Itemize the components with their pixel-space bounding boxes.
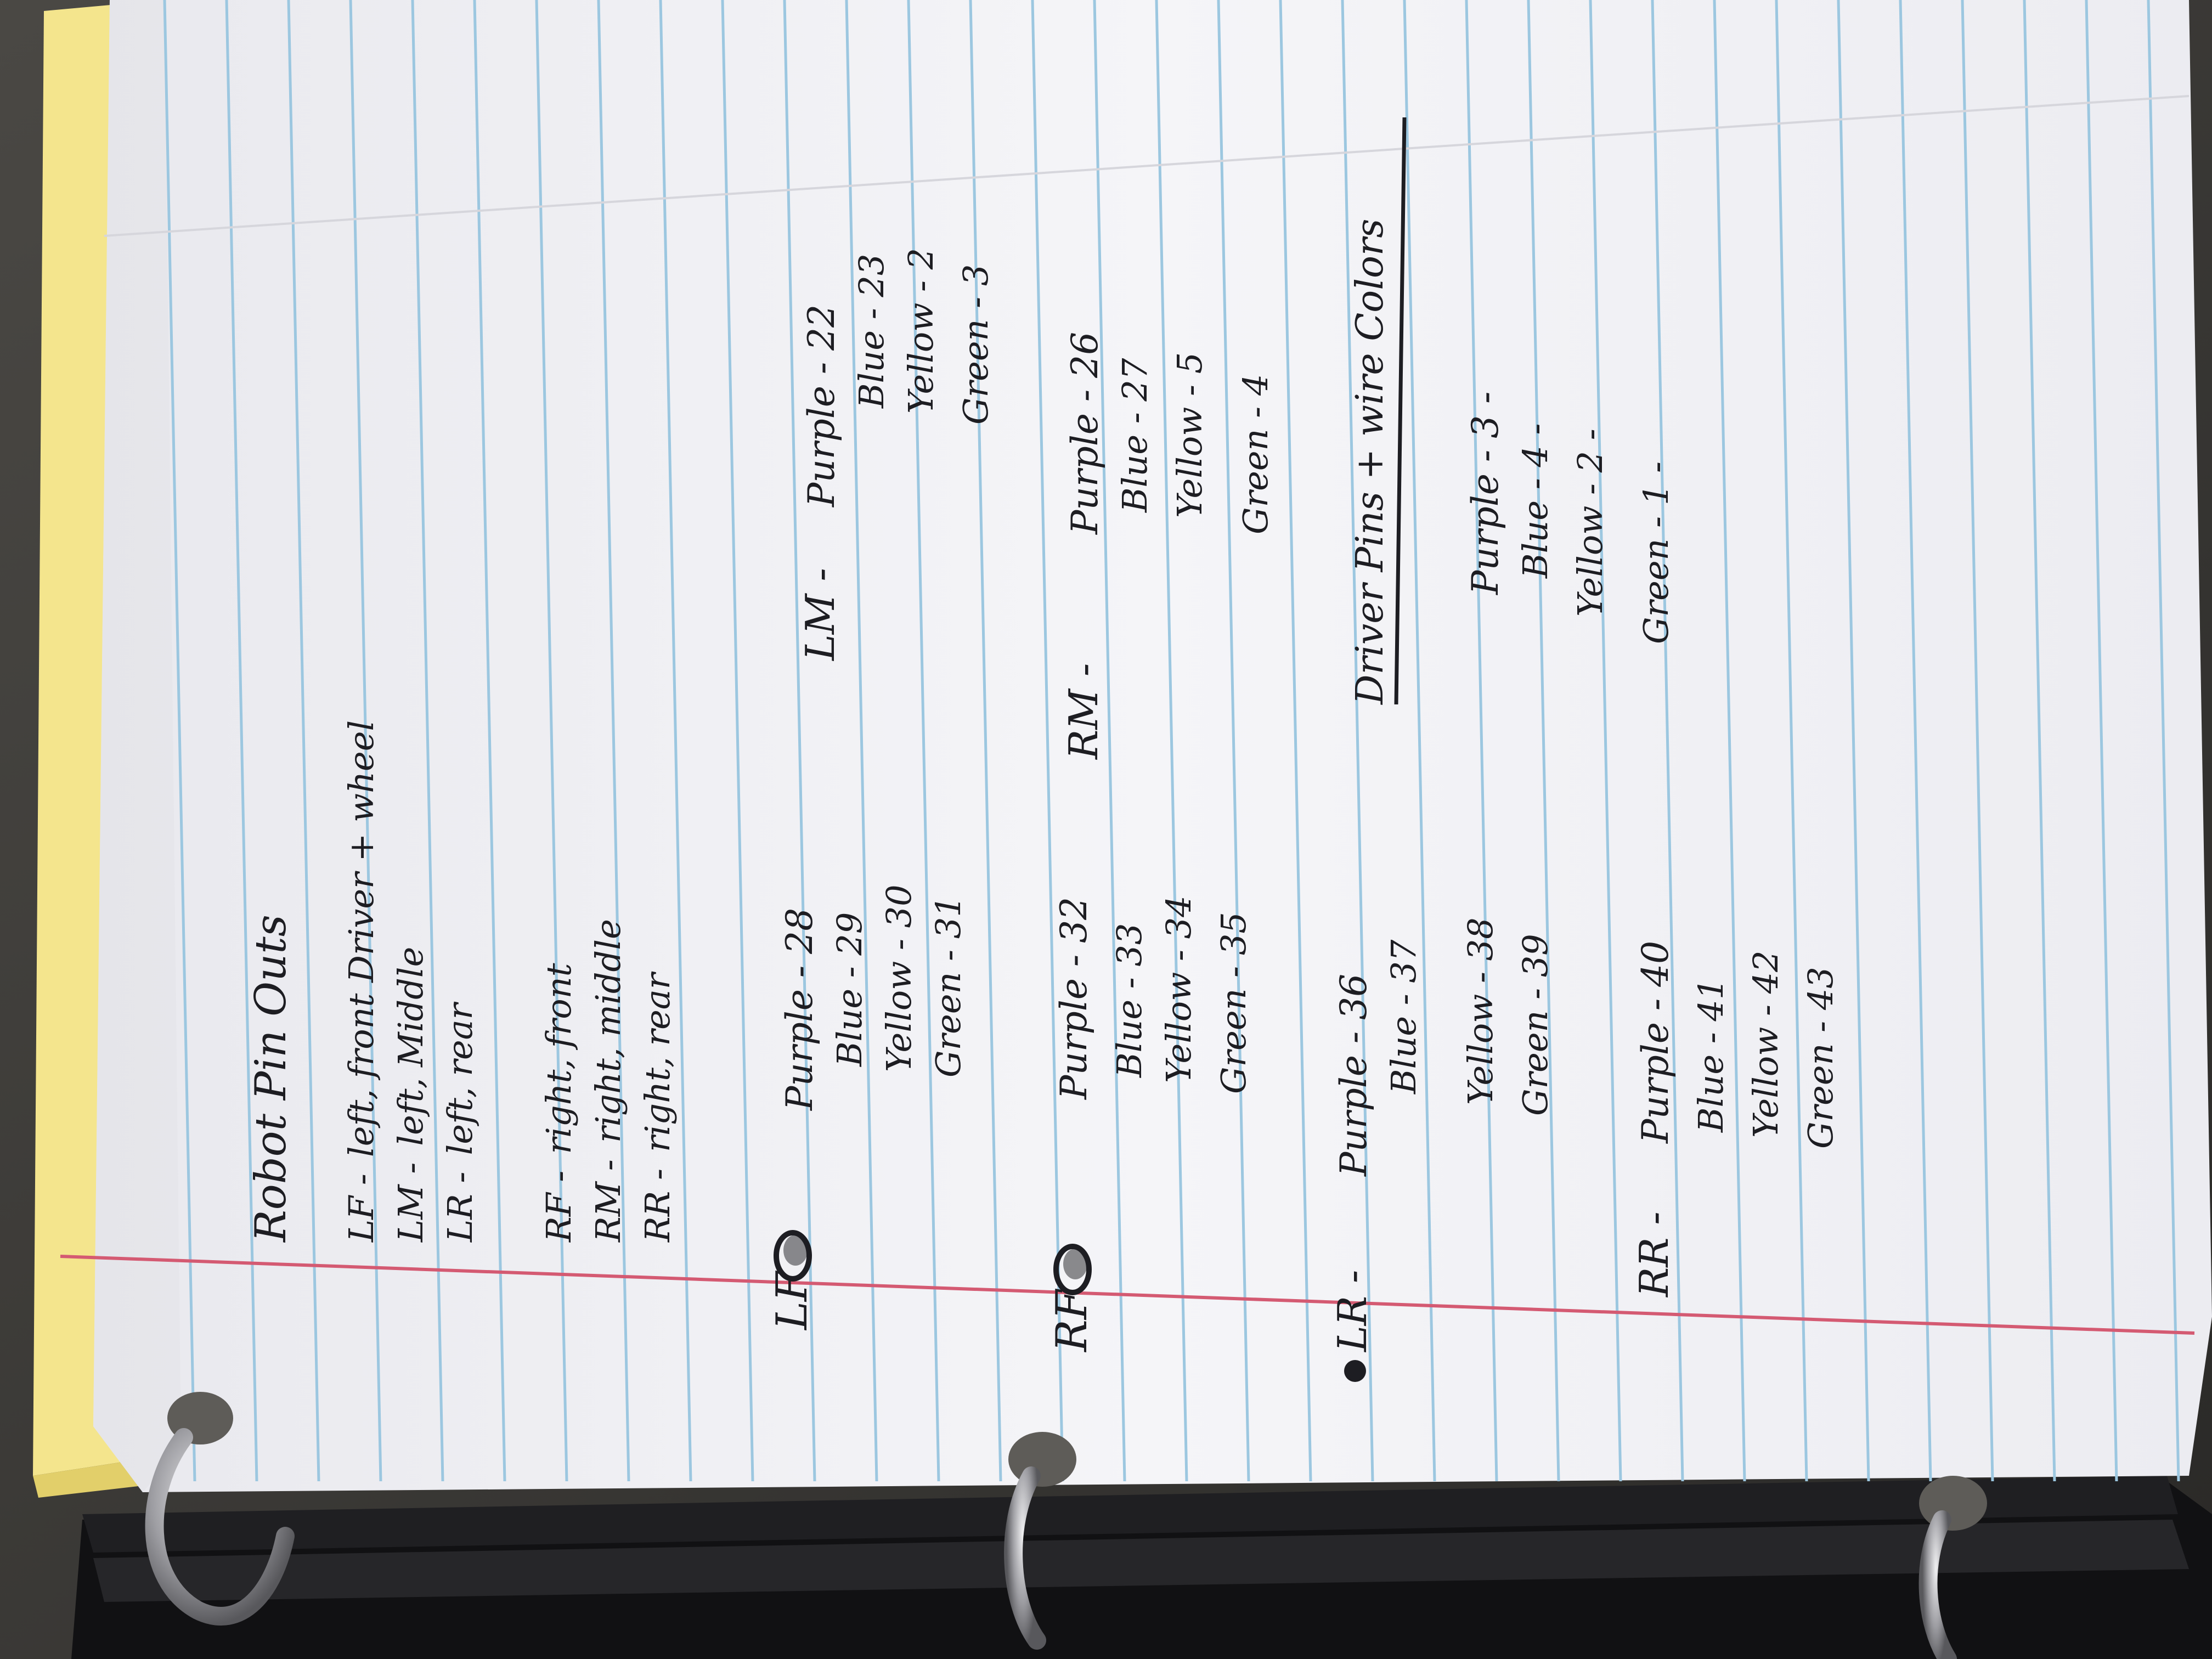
pin-line: Green - 43 — [1801, 967, 1841, 1149]
pin-line: Blue - 27 — [1115, 358, 1155, 512]
legend-code: LR - — [440, 1171, 480, 1242]
pin-line: Blue - 4 - — [1515, 423, 1555, 578]
legend-meaning: right, rear — [637, 973, 678, 1152]
group-label: LM - — [797, 568, 843, 661]
svg-text:LM -left, Middle — [391, 947, 431, 1243]
pin-line: Yellow - 2 - — [1570, 428, 1610, 617]
legend-meaning: left, rear — [440, 1003, 480, 1155]
pin-line: Green - 31 — [928, 895, 968, 1077]
legend-code: RR - — [637, 1168, 678, 1242]
notes-title: Robot Pin Outs — [246, 915, 296, 1242]
legend-code: LF - — [341, 1173, 381, 1242]
scribble-icon — [1344, 1360, 1366, 1382]
pin-line: Blue - 37 — [1384, 939, 1424, 1094]
pin-line: Blue - 33 — [1109, 923, 1149, 1077]
pin-line: Purple - 40 — [1634, 940, 1677, 1143]
pin-line: Green - 39 — [1515, 934, 1555, 1116]
legend-code: RM - — [588, 1159, 628, 1242]
pin-line: Purple - 32 — [1053, 896, 1095, 1099]
svg-text:LR -left, rear — [440, 1001, 480, 1243]
group-label: LF — [768, 1272, 817, 1330]
pin-line: Yellow - 34 — [1159, 895, 1199, 1083]
pin-line: Green - 1 - — [1636, 461, 1676, 644]
pin-line: Blue - 29 — [830, 912, 870, 1066]
pin-line: Green - 3 — [956, 264, 996, 425]
pin-line: Purple - 26 — [1064, 331, 1106, 534]
pin-line: Purple - 28 — [778, 907, 821, 1110]
pin-line: Yellow - 38 — [1460, 917, 1500, 1105]
group-label: RR - — [1631, 1211, 1677, 1297]
pin-line: Blue - 23 — [851, 253, 891, 408]
legend-meaning: left, Middle — [391, 946, 431, 1146]
pin-line: Green - 4 — [1235, 374, 1276, 534]
group-label: RF — [1047, 1290, 1097, 1352]
driver-heading: Driver Pins + wire Colors — [1348, 218, 1392, 704]
group-label: LR - — [1329, 1269, 1375, 1352]
pin-line: Green - 35 — [1214, 912, 1254, 1094]
pin-line: Purple - 22 — [800, 304, 843, 507]
svg-text:RR -right, rear — [637, 971, 678, 1243]
group-label: RM - — [1060, 663, 1107, 759]
legend-meaning: right, front — [539, 963, 579, 1154]
pin-line: Yellow - 30 — [879, 884, 919, 1072]
pin-line: Yellow - 5 — [1170, 352, 1210, 518]
svg-text:RM -right, middle — [588, 919, 628, 1243]
pin-line: Purple - 3 - — [1464, 391, 1506, 595]
legend-code: RF - — [539, 1170, 579, 1242]
legend-code: LM - — [391, 1162, 431, 1242]
legend-meaning: right, middle — [588, 919, 628, 1143]
pin-line: Yellow - 42 — [1746, 950, 1786, 1138]
pin-line: Purple - 36 — [1333, 973, 1375, 1176]
pin-line: Yellow - 2 — [901, 247, 941, 414]
svg-text:RF -right, front — [539, 963, 579, 1243]
legend-meaning: left, front Driver + wheel — [341, 720, 381, 1158]
pin-line: Blue - 41 — [1691, 978, 1731, 1132]
